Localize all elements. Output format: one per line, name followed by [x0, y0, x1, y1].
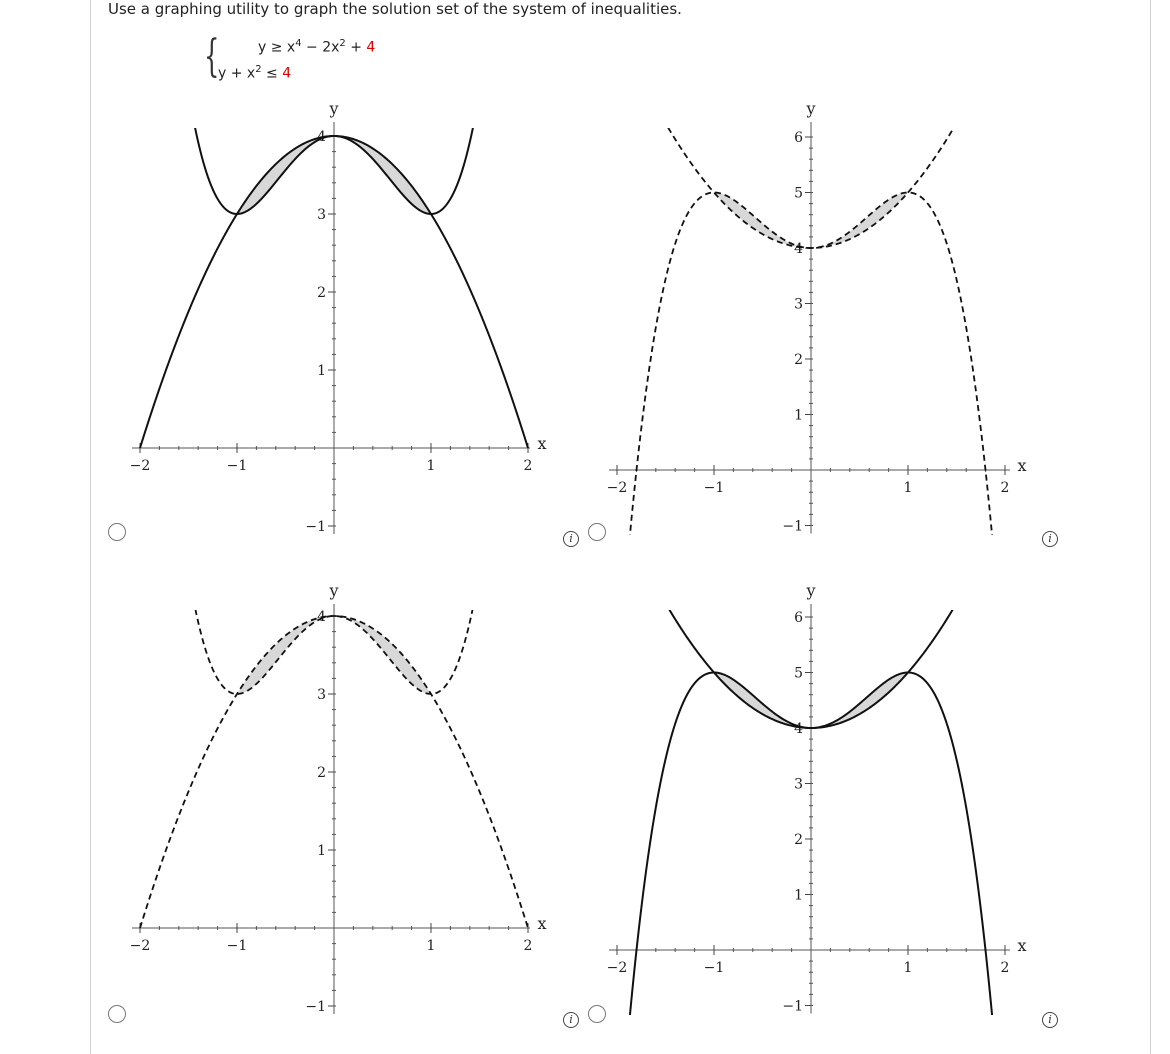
x-tick-label: −2: [129, 938, 151, 954]
y-tick-label: 1: [794, 887, 803, 904]
x-tick-label: 1: [426, 458, 436, 474]
y-axis-title: y: [806, 99, 816, 118]
y-tick-label: 3: [794, 296, 803, 313]
option-2-radio[interactable]: [588, 523, 606, 541]
y-tick-label: 5: [794, 665, 803, 682]
y-tick-label: 2: [317, 765, 326, 781]
left-brace-icon: {: [204, 31, 220, 82]
y-axis-title: y: [806, 581, 816, 600]
option-1-info-icon[interactable]: i: [563, 531, 579, 547]
y-tick-label: 4: [794, 241, 803, 257]
inequality-2: $y + x^2 \le 4$: [218, 64, 292, 82]
y-tick-label: 2: [317, 285, 326, 301]
chart-1: [130, 0, 547, 535]
x-tick-label: 1: [903, 960, 913, 976]
y-tick-label: 4: [317, 129, 326, 145]
chart-2: [607, 48, 1027, 571]
x-tick-label: 2: [1000, 960, 1010, 976]
x-axis-title: x: [1017, 936, 1027, 955]
y-tick-label: 4: [794, 721, 803, 737]
y-tick-label: −1: [782, 998, 803, 1015]
y-tick-label: 1: [317, 843, 326, 859]
y-tick-label: 2: [794, 832, 803, 848]
y-axis-title: y: [329, 99, 339, 118]
x-tick-label: −1: [703, 960, 725, 976]
x-tick-label: −1: [703, 480, 725, 496]
y-tick-label: −1: [782, 518, 803, 535]
option-4-info-icon[interactable]: i: [1042, 1012, 1058, 1028]
y-axis-title: y: [329, 581, 339, 600]
y-tick-label: 1: [317, 363, 326, 379]
option-3-radio[interactable]: [108, 1005, 126, 1023]
y-tick-label: 5: [794, 185, 803, 202]
y-tick-label: 1: [794, 407, 803, 424]
x-tick-label: 2: [523, 938, 533, 954]
x-tick-label: −2: [129, 458, 151, 474]
chart-3: [130, 0, 547, 1015]
y-tick-label: 3: [794, 776, 803, 793]
option-4-radio[interactable]: [588, 1005, 606, 1023]
option-1-radio[interactable]: [108, 523, 126, 541]
y-tick-label: 6: [794, 610, 803, 626]
x-axis-title: x: [537, 914, 547, 933]
inequality-1: $y \ge x^4 - 2x^2 + 4$: [258, 38, 376, 56]
y-tick-label: −1: [305, 519, 326, 535]
x-tick-label: 2: [1000, 480, 1010, 496]
x-tick-label: −1: [226, 938, 248, 954]
x-tick-label: −2: [606, 480, 628, 496]
y-tick-label: −1: [305, 999, 326, 1015]
option-3-info-icon[interactable]: i: [563, 1012, 579, 1028]
y-tick-label: 3: [317, 207, 326, 223]
x-axis-title: x: [537, 434, 547, 453]
x-axis-title: x: [1017, 456, 1027, 475]
x-tick-label: 1: [903, 480, 913, 496]
x-tick-label: −2: [606, 960, 628, 976]
x-tick-label: 1: [426, 938, 436, 954]
chart-4: [607, 528, 1027, 1051]
option-2-info-icon[interactable]: i: [1042, 531, 1058, 547]
y-tick-label: 6: [794, 130, 803, 146]
x-tick-label: −1: [226, 458, 248, 474]
question-prompt: Use a graphing utility to graph the solution set of the system of inequalities.: [108, 0, 682, 18]
y-tick-label: 4: [317, 609, 326, 625]
x-tick-label: 2: [523, 458, 533, 474]
y-tick-label: 3: [317, 687, 326, 703]
y-tick-label: 2: [794, 352, 803, 368]
